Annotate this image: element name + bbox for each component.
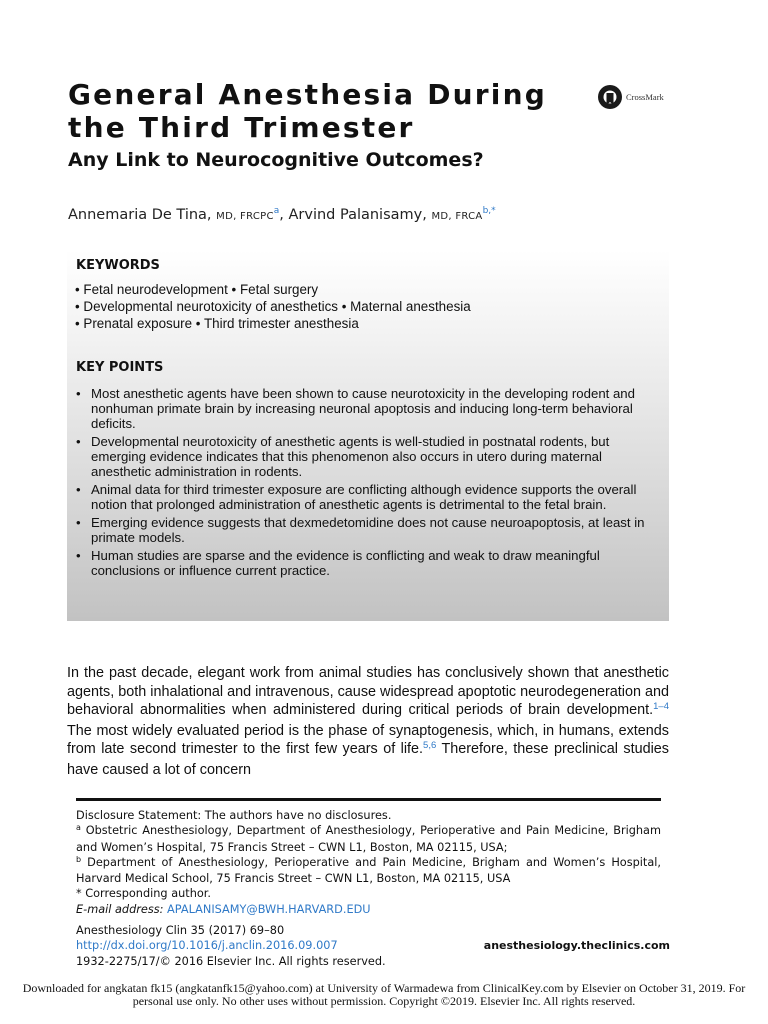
- affiliation-marker[interactable]: a: [273, 206, 280, 216]
- key-point-text: Human studies are sparse and the evidence is conflicting and weak to draw meaningful conclusions or influence current practice.: [91, 548, 600, 578]
- key-point-text: Animal data for third trimester exposure are conflicting although evidence supports the overall notion that prolonged administration of anesthetic agents is detrimental to the fetal brain.: [91, 482, 637, 512]
- author-credentials: MD, FRCPC: [216, 211, 274, 222]
- article-subtitle: Any Link to Neurocognitive Outcomes?: [68, 149, 484, 171]
- journal-website[interactable]: anesthesiology.theclinics.com: [483, 939, 670, 953]
- affiliation-text: Department of Anesthesiology, Perioperative and Pain Medicine, Brigham and Women’s Hospital, Harvard Medical School, 75 Francis Street – CWN L1, Boston, MA 02115, USA: [76, 855, 661, 886]
- journal-info: [76, 923, 670, 969]
- citation-link[interactable]: 1–4: [653, 701, 669, 712]
- key-point-item: [76, 434, 651, 479]
- body-paragraph: [67, 664, 669, 779]
- body-text-segment: In the past decade, elegant work from animal studies has conclusively shown that anesthetic agents, both inhalational and intravenous, cause widespread apoptotic neurodegeneration and behavioral abnormalities when administered during critical periods of brain development.: [67, 665, 669, 718]
- bullet-marker: •: [76, 482, 81, 497]
- crossmark-label: CrossMark: [626, 92, 664, 102]
- corresponding-author-note: * Corresponding author.: [76, 887, 211, 901]
- bullet-marker: •: [76, 515, 81, 530]
- key-point-item: [76, 482, 651, 512]
- keyword-line: • Fetal neurodevelopment • Fetal surgery: [75, 282, 319, 297]
- author-credentials: MD, FRCA: [431, 211, 483, 222]
- affiliation-a: [76, 823, 661, 855]
- bullet-marker: •: [76, 548, 81, 563]
- key-point-text: Emerging evidence suggests that dexmedetomidine does not cause neuroapoptosis, at least in primate models.: [91, 515, 645, 545]
- key-points-heading: KEY POINTS: [76, 360, 164, 375]
- affiliation-mark: a: [76, 823, 81, 833]
- bullet-marker: •: [76, 386, 81, 401]
- email-line: [76, 902, 661, 917]
- keyword-line: • Prenatal exposure • Third trimester anesthesia: [75, 316, 359, 331]
- author-name: Annemaria De Tina,: [68, 207, 212, 223]
- key-point-text: Most anesthetic agents have been shown to cause neurotoxicity in the developing rodent and nonhuman primate brain by increasing neuronal apoptosis and inducing long-term behavioral deficits.: [91, 386, 635, 431]
- body-text-segment: Therefore, these preclinical studies have caused a lot of concern: [67, 741, 669, 778]
- key-point-item: [76, 515, 651, 545]
- affiliation-text: Obstetric Anesthesiology, Department of Anesthesiology, Perioperative and Pain Medicine, Brigham and Women’s Hospital, 75 Francis Street – CWN L1, Boston, MA 02115, USA;: [76, 824, 661, 854]
- keyword-list: [75, 281, 471, 332]
- body-text-segment: The most widely evaluated period is the phase of synaptogenesis, which, in humans, extends from late second trimester to the first few years of life.: [67, 722, 669, 757]
- copyright-line: 1932-2275/17/© 2016 Elsevier Inc. All rights reserved.: [76, 954, 386, 968]
- affiliation-b: [76, 855, 661, 887]
- article-title: General Anesthesia During the Third Trimester: [68, 78, 547, 144]
- footnote-divider: [76, 798, 661, 801]
- doi-link[interactable]: http://dx.doi.org/10.1016/j.anclin.2016.09.007: [76, 939, 338, 953]
- author-name: Arvind Palanisamy,: [288, 207, 427, 223]
- key-point-item: [76, 386, 651, 431]
- key-points-list: [76, 386, 651, 581]
- key-point-text: Developmental neurotoxicity of anesthetic agents is well-studied in postnatal rodents, but emerging evidence indicates that this phenomenon also occurs in utero during maternal anesthetic administration in rodents.: [91, 434, 610, 479]
- disclosure-statement: Disclosure Statement: The authors have no disclosures.: [76, 809, 392, 822]
- email-link[interactable]: APALANISAMY@BWH.HARVARD.EDU: [167, 902, 371, 916]
- crossmark-badge[interactable]: [597, 84, 664, 110]
- affiliation-mark: b: [76, 854, 82, 864]
- keywords-heading: KEYWORDS: [76, 258, 160, 273]
- crossmark-icon: [597, 84, 623, 110]
- citation-link[interactable]: 5,6: [423, 740, 437, 751]
- journal-citation: Anesthesiology Clin 35 (2017) 69–80: [76, 924, 285, 937]
- affiliation-marker[interactable]: b,*: [482, 206, 496, 216]
- keyword-line: • Developmental neurotoxicity of anesthetics • Maternal anesthesia: [75, 299, 471, 314]
- author-line: [68, 207, 496, 223]
- download-notice: Downloaded for angkatan fk15 (angkatanfk15@yahoo.com) at University of Warmadewa from ClinicalKey.com by Elsevier on October 31, 2019. For personal use only. No other uses without permission. Copyright ©2019. Elsevier Inc. All rights reserved.: [22, 981, 746, 1008]
- email-label: E-mail address:: [76, 902, 164, 916]
- bullet-marker: •: [76, 434, 81, 449]
- footnotes: [76, 808, 661, 917]
- author-separator: ,: [279, 207, 284, 223]
- key-point-item: [76, 548, 651, 578]
- keywords-keypoints-box: [67, 250, 669, 621]
